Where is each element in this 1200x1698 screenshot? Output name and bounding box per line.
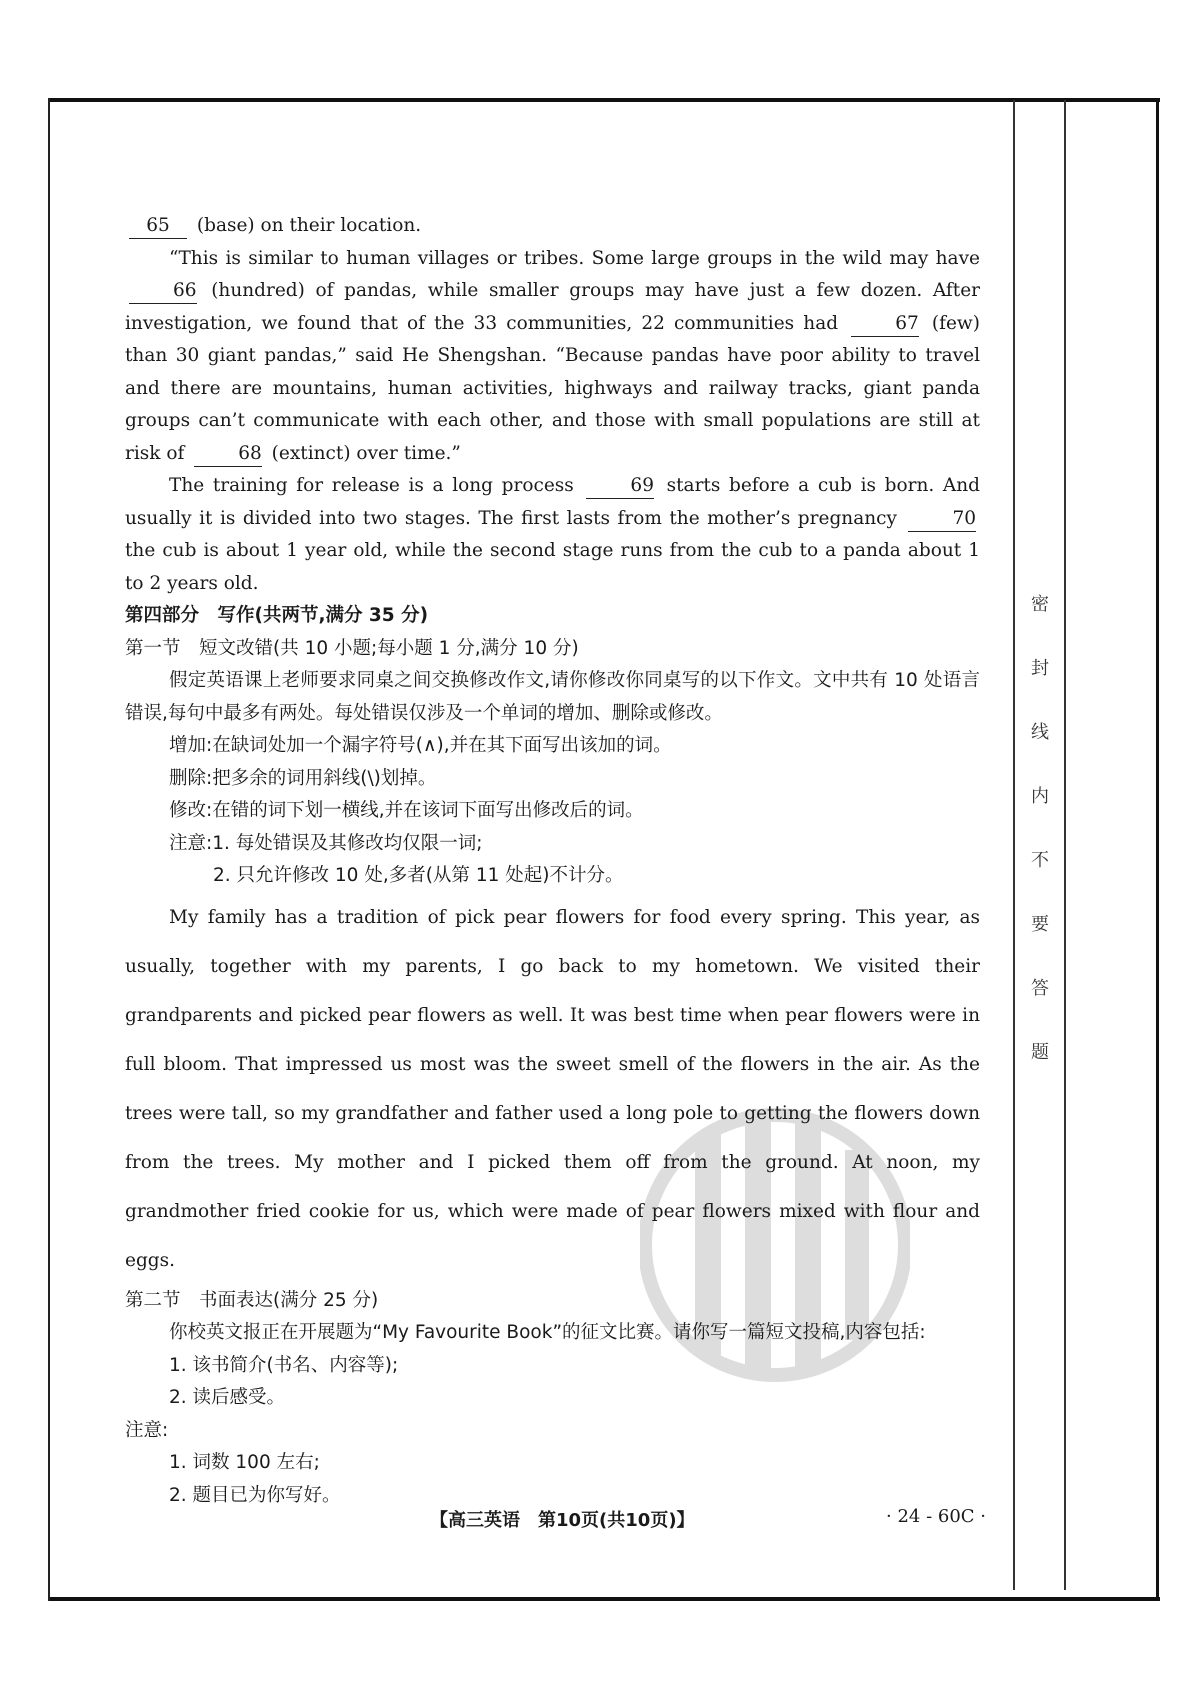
binding-margin-line <box>1013 100 1015 1590</box>
page-border-bottom <box>48 1597 1160 1601</box>
section1-heading: 第一节 短文改错(共 10 小题;每小题 1 分,满分 10 分) <box>125 637 579 659</box>
instruction-modify: 修改:在错的词下划一横线,并在该词下面写出修改后的词。 <box>169 800 644 821</box>
passage-paragraph: The training for release is a long process 69 starts before a cub is born. And usually it is divided into two stages. The first lasts from the mother’s pregnancy 70 the cub is about 1 year old, while the second stage runs from the cub to a panda about 1 to 2 years old. <box>125 475 980 594</box>
binding-warning <box>1022 590 1058 1064</box>
page-border-left <box>48 98 50 1601</box>
instruction-delete: 删除:把多余的词用斜线(\)划掉。 <box>169 767 437 789</box>
binding-char: 内 <box>1031 786 1049 807</box>
notice-item-2: 2. 题目已为你写好。 <box>169 1484 341 1506</box>
page-border-top <box>48 98 1160 102</box>
blank-68[interactable]: 68 <box>194 442 262 467</box>
essay-text[interactable]: My family has a tradition of pick pear flowers for food every spring. This year, as usually, together with my parents, I go back to my hometown. We visited their grandparents and picked pear flowers as well. It was best time when pear flowers were in full bloom. That impressed us most was the sweet smell of the flowers in the air. As the trees were tall, so my grandfather and father used a long pole to getting the flowers down from the trees. My mother and I picked them off from the ground. At noon, my grandmother fried cookie for us, which were made of pear flowers mixed with flour and eggs. <box>125 906 980 1271</box>
instruction-add: 增加:在缺词处加一个漏字符号(∧),并在其下面写出该加的词。 <box>169 735 672 756</box>
binding-char: 不 <box>1031 850 1049 871</box>
exam-code: · 24 - 60C · <box>886 1506 986 1527</box>
writing-task: 你校英文报正在开展题为“My Favourite Book”的征文比赛。请你写一篇短文投稿,内容包括: <box>169 1322 926 1343</box>
binding-char: 题 <box>1031 1042 1049 1063</box>
notice-label: 注意: <box>125 1419 169 1441</box>
passage-line: 65 (base) on their location. <box>125 210 980 243</box>
essay-to-correct <box>125 893 980 1285</box>
binding-char: 封 <box>1031 658 1049 679</box>
binding-char: 要 <box>1031 914 1049 935</box>
section2-heading: 第二节 书面表达(满分 25 分) <box>125 1289 379 1311</box>
notice-item-1: 1. 词数 100 左右; <box>169 1452 320 1473</box>
binding-char: 密 <box>1031 594 1049 615</box>
note-1: 注意:1. 每处错误及其修改均仅限一词; <box>169 832 483 854</box>
page-border-right <box>1156 98 1159 1601</box>
task-item-2: 2. 读后感受。 <box>169 1387 286 1408</box>
binding-char: 线 <box>1031 722 1049 743</box>
task-item-1: 1. 该书简介(书名、内容等); <box>169 1354 399 1376</box>
blank-70[interactable]: 70 <box>908 507 976 532</box>
page-number: 【高三英语 第10页(共10页)】 <box>430 1510 695 1531</box>
blank-66[interactable]: 66 <box>129 279 197 304</box>
blank-67[interactable]: 67 <box>851 312 919 337</box>
binding-margin-line <box>1064 100 1066 1590</box>
note-2: 2. 只允许修改 10 处,多者(从第 11 处起)不计分。 <box>213 865 624 886</box>
page-content <box>125 210 980 1512</box>
instructions: 假定英语课上老师要求同桌之间交换修改作文,请你修改你同桌写的以下作文。文中共有 10 处语言错误,每句中最多有两处。每处错误仅涉及一个单词的增加、删除或修改。 <box>125 670 980 724</box>
binding-char: 答 <box>1031 978 1049 999</box>
part4-heading: 第四部分 写作(共两节,满分 35 分) <box>125 605 429 626</box>
blank-69[interactable]: 69 <box>586 474 654 499</box>
blank-65[interactable]: 65 <box>129 214 187 239</box>
passage-paragraph: “This is similar to human villages or tribes. Some large groups in the wild may have 66 (hundred) of pandas, while smaller groups may have just a few dozen. After investigation, we found that of the 33 communities, 22 communities had 67 (few) than 30 giant pandas,” said He Shengshan. “Because pandas have poor ability to travel and there are mountains, human activities, highways and railway tracks, giant panda groups can’t communicate with each other, and those with small populations are still at risk of 68 (extinct) over time.” <box>125 243 980 471</box>
page-footer <box>125 1506 986 1536</box>
